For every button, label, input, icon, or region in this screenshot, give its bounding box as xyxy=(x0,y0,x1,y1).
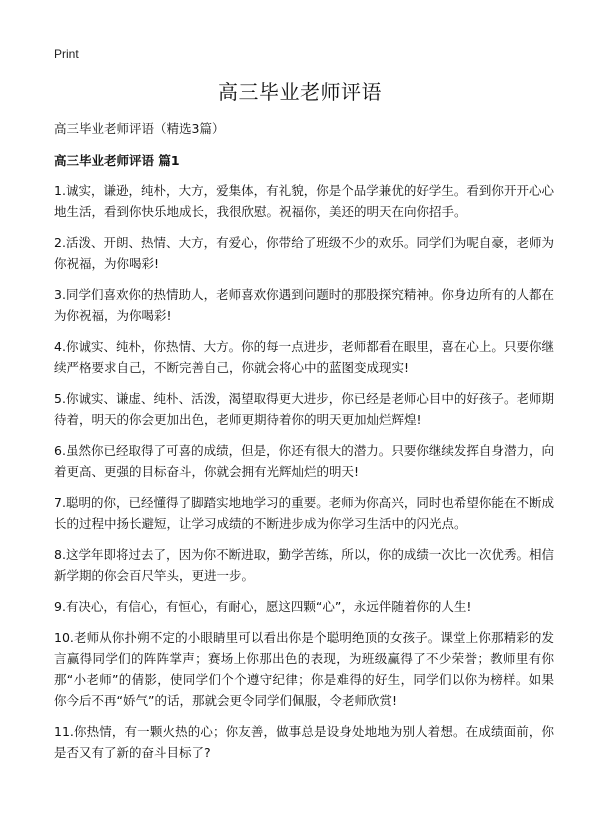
comment-paragraph-6: 6.虽然你已经取得了可喜的成绩，但是，你还有很大的潜力。只要你继续发挥自身潜力，向着更高、更强的目标奋斗，你就会拥有光辉灿烂的明天! xyxy=(54,443,554,479)
comment-paragraph-10: 10.老师从你扑朔不定的小眼睛里可以看出你是个聪明绝顶的女孩子。课堂上你那精彩的发言赢得同学们的阵阵掌声；赛场上你那出色的表现，为班级赢得了不少荣誉；教师里有你那“小老师”的倩影，使同学们个个遵守纪律；你是难得的好生，同学们以你为榜样。如果你今后不再“娇气”的话，那就会更令同学们佩服，令老师欣赏! xyxy=(54,630,554,708)
print-link[interactable]: Print xyxy=(54,47,79,61)
page-title: 高三毕业老师评语 xyxy=(218,80,382,104)
comment-paragraph-5: 5.你诚实、谦虚、纯朴、活泼，渴望取得更大进步，你已经是老师心目中的好孩子。老师期待着，明天的你会更加出色，老师更期待着你的明天更加灿烂辉煌! xyxy=(54,391,554,427)
comment-paragraph-3: 3.同学们喜欢你的热情助人，老师喜欢你遇到问题时的那股探究精神。你身边所有的人都在为你祝福，为你喝彩! xyxy=(54,287,554,323)
comment-paragraph-2: 2.活泼、开朗、热情、大方，有爱心，你带给了班级不少的欢乐。同学们为呢自豪，老师为你祝福，为你喝彩! xyxy=(54,235,554,271)
section-heading: 高三毕业老师评语 篇1 xyxy=(54,153,180,168)
comment-paragraph-9: 9.有决心，有信心，有恒心，有耐心，愿这四颗“心”，永远伴随着你的人生! xyxy=(54,599,472,614)
comment-paragraph-1: 1.诚实，谦逊，纯朴，大方，爱集体，有礼貌，你是个品学兼优的好学生。看到你开开心心地生活，看到你快乐地成长，我很欣慰。祝福你，美还的明天在向你招手。 xyxy=(54,183,554,219)
comment-paragraph-4: 4.你诚实、纯朴，你热情、大方。你的每一点进步，老师都看在眼里，喜在心上。只要你继续严格要求自己，不断完善自己，你就会将心中的蓝图变成现实! xyxy=(54,339,554,375)
document-subtitle: 高三毕业老师评语（精选3篇） xyxy=(54,121,225,136)
comment-paragraph-11: 11.你热情，有一颗火热的心；你友善，做事总是设身处地地为别人着想。在成绩面前，你是否又有了新的奋斗目标了? xyxy=(54,724,554,760)
comment-paragraph-7: 7.聪明的你，已经懂得了脚踏实地地学习的重要。老师为你高兴，同时也希望你能在不断成长的过程中扬长避短，让学习成绩的不断进步成为你学习生活中的闪光点。 xyxy=(54,495,554,531)
comment-paragraph-8: 8.这学年即将过去了，因为你不断进取，勤学苦练，所以，你的成绩一次比一次优秀。相信新学期的你会百尺竿头，更进一步。 xyxy=(54,547,554,583)
comment-list xyxy=(54,180,554,773)
